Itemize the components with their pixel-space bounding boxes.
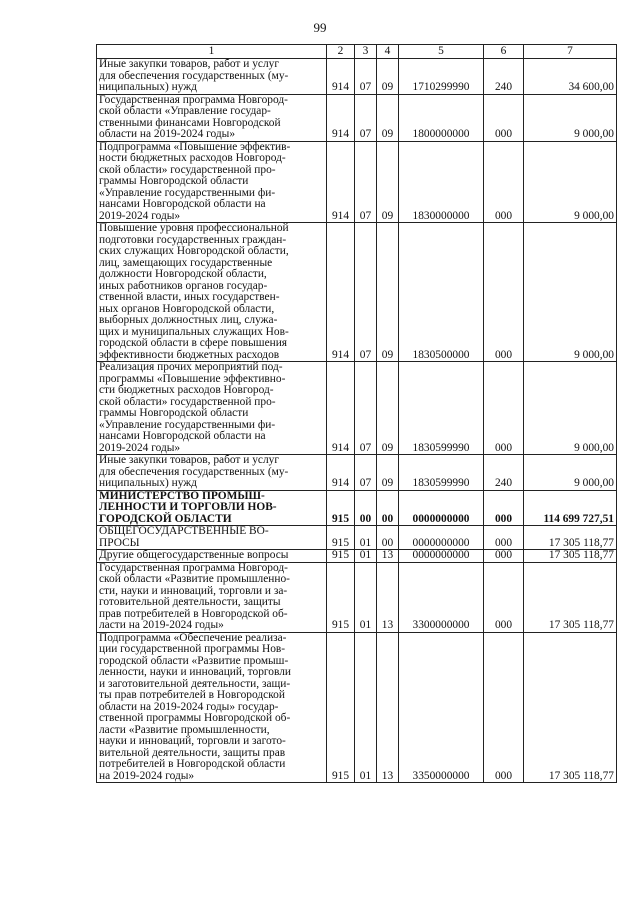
amount: 17 305 118,77 — [524, 550, 617, 563]
amount: 9 000,00 — [524, 94, 617, 141]
subsection-code: 09 — [377, 362, 399, 455]
amount: 114 699 727,51 — [524, 490, 617, 526]
description-line: граммы Новгородской области — [99, 175, 249, 187]
table-row — [97, 362, 617, 455]
expense-type-code: 000 — [484, 632, 524, 783]
description-line: ственными финансами Новгородской — [99, 116, 281, 129]
description-line: ции государственной программы Нов- — [99, 643, 286, 655]
description-line: нансами Новгородской области на — [99, 198, 266, 210]
description-line: МИНИСТЕРСТВО ПРОМЫШ- — [99, 490, 265, 502]
section-code: 01 — [355, 632, 377, 783]
ministry-code: 914 — [327, 94, 355, 141]
expense-type-code: 000 — [484, 141, 524, 223]
ministry-code: 914 — [327, 455, 355, 491]
ministry-code: 915 — [327, 632, 355, 783]
section-code: 07 — [355, 141, 377, 223]
page-number: 99 — [313, 20, 327, 35]
table-row — [97, 141, 617, 223]
description-line: и заготовительной деятельности, защи- — [99, 677, 291, 690]
amount: 9 000,00 — [524, 455, 617, 491]
section-code: 00 — [355, 490, 377, 526]
description-line: сти бюджетных расходов Новгород- — [99, 384, 274, 396]
expense-type-code: 240 — [484, 59, 524, 95]
table-row — [97, 632, 617, 783]
description-line: Повышение уровня профессиональной — [99, 222, 289, 234]
description-line: выборных должностных лиц, служа- — [99, 314, 278, 326]
description-line: Государственная программа Новгород- — [99, 562, 288, 574]
description-line: «Управление государственными фи- — [99, 418, 276, 431]
column-header: 6 — [484, 45, 524, 59]
amount: 9 000,00 — [524, 362, 617, 455]
description-line: ПРОСЫ — [99, 536, 140, 549]
description-line: лиц, замещающих государственные — [99, 256, 273, 269]
description-line: нансами Новгородской области на — [99, 430, 266, 442]
row-description — [97, 455, 327, 491]
description-line: для обеспечения государственных (му- — [99, 69, 289, 82]
description-line: «Управление государственными фи- — [99, 186, 276, 199]
amount: 34 600,00 — [524, 59, 617, 95]
expense-type-code: 000 — [484, 562, 524, 632]
subsection-code: 09 — [377, 455, 399, 491]
table-row — [97, 59, 617, 95]
amount: 17 305 118,77 — [524, 526, 617, 550]
column-header: 3 — [355, 45, 377, 59]
expense-type-code: 000 — [484, 550, 524, 563]
table-row — [97, 490, 617, 526]
subsection-code: 09 — [377, 223, 399, 362]
description-line: ласти «Развитие промышленности, — [99, 723, 270, 736]
column-header: 7 — [524, 45, 617, 59]
description-line: программы «Повышение эффективно- — [99, 372, 286, 385]
description-line: готовительной деятельности, защиты — [99, 596, 281, 608]
description-line: городской области в сфере повышения — [99, 337, 288, 349]
target-item-code: 1830599990 — [399, 362, 484, 455]
expense-type-code: 000 — [484, 94, 524, 141]
ministry-code: 914 — [327, 141, 355, 223]
subsection-code: 13 — [377, 632, 399, 783]
description-line: Подпрограмма «Обеспечение реализа- — [99, 632, 287, 644]
target-item-code: 1830000000 — [399, 141, 484, 223]
description-line: ЛЕННОСТИ И ТОРГОВЛИ НОВ- — [99, 501, 277, 513]
row-description — [97, 550, 327, 563]
description-line: прав потребителей в Новгородской об- — [99, 607, 288, 620]
description-line: 2019-2024 годы» — [99, 441, 181, 454]
table-row — [97, 455, 617, 491]
expense-type-code: 000 — [484, 526, 524, 550]
table-row — [97, 562, 617, 632]
description-line: подготовки государственных граждан- — [99, 233, 287, 246]
description-line: Иные закупки товаров, работ и услуг — [99, 58, 280, 70]
description-line: ской области «Развитие промышленно- — [99, 573, 290, 585]
row-description — [97, 59, 327, 95]
ministry-code: 914 — [327, 59, 355, 95]
row-description — [97, 141, 327, 223]
expense-type-code: 000 — [484, 223, 524, 362]
ministry-code: 915 — [327, 526, 355, 550]
description-line: ственной программы Новгородской об- — [99, 712, 291, 724]
description-line: эффективности бюджетных расходов — [99, 348, 280, 361]
description-line: ных органов Новгородской области, — [99, 302, 275, 315]
row-description — [97, 632, 327, 783]
expense-type-code: 240 — [484, 455, 524, 491]
column-header-row — [97, 45, 617, 59]
table-row — [97, 526, 617, 550]
amount: 9 000,00 — [524, 141, 617, 223]
subsection-code: 13 — [377, 550, 399, 563]
amount: 17 305 118,77 — [524, 632, 617, 783]
description-line: ской области» государственной про- — [99, 395, 276, 408]
description-line: Подпрограмма «Повышение эффектив- — [99, 141, 291, 153]
ministry-code: 915 — [327, 490, 355, 526]
section-code: 07 — [355, 362, 377, 455]
section-code: 07 — [355, 223, 377, 362]
subsection-code: 09 — [377, 59, 399, 95]
description-line: для обеспечения государственных (му- — [99, 465, 289, 478]
description-line: ственной власти, иных государствен- — [99, 291, 280, 303]
description-line: ниципальных) нужд — [99, 477, 197, 489]
target-item-code: 3300000000 — [399, 562, 484, 632]
table-row — [97, 223, 617, 362]
row-description — [97, 490, 327, 526]
target-item-code: 1800000000 — [399, 94, 484, 141]
description-line: Иные закупки товаров, работ и услуг — [99, 454, 280, 466]
description-line: ты прав потребителей в Новгородской — [99, 689, 285, 701]
section-code: 07 — [355, 59, 377, 95]
column-header: 4 — [377, 45, 399, 59]
target-item-code: 1830500000 — [399, 223, 484, 362]
column-header: 5 — [399, 45, 484, 59]
expense-type-code: 000 — [484, 490, 524, 526]
description-line: ской области» государственной про- — [99, 163, 276, 176]
section-code: 07 — [355, 455, 377, 491]
description-line: должности Новгородской области, — [99, 268, 267, 280]
table-row — [97, 550, 617, 563]
section-code: 01 — [355, 526, 377, 550]
row-description — [97, 94, 327, 141]
budget-table — [96, 44, 617, 783]
row-description — [97, 362, 327, 455]
description-line: 2019-2024 годы» — [99, 209, 181, 222]
section-code: 07 — [355, 94, 377, 141]
description-line: ласти на 2019-2024 годы» — [99, 619, 224, 631]
table-row — [97, 94, 617, 141]
subsection-code: 09 — [377, 94, 399, 141]
subsection-code: 09 — [377, 141, 399, 223]
column-header: 2 — [327, 45, 355, 59]
ministry-code: 914 — [327, 362, 355, 455]
description-line: области на 2019-2024 годы» — [99, 128, 236, 140]
subsection-code: 00 — [377, 490, 399, 526]
description-line: сти, науки и инноваций, торговли и за- — [99, 584, 288, 597]
section-code: 01 — [355, 562, 377, 632]
description-line: области на 2019-2024 годы» государ- — [99, 700, 279, 713]
description-line: науки и инноваций, торговли и загото- — [99, 735, 286, 747]
column-header: 1 — [97, 45, 327, 59]
section-code: 01 — [355, 550, 377, 563]
description-line: ленности, науки и инноваций, торговли — [99, 666, 291, 678]
description-line: Государственная программа Новгород- — [99, 94, 288, 106]
description-line: городской области «Развитие промыш- — [99, 654, 289, 667]
target-item-code: 1710299990 — [399, 59, 484, 95]
target-item-code: 3350000000 — [399, 632, 484, 783]
description-line: ской области «Управление государ- — [99, 105, 271, 117]
target-item-code: 0000000000 — [399, 550, 484, 563]
subsection-code: 00 — [377, 526, 399, 550]
description-line: граммы Новгородской области — [99, 407, 249, 419]
row-description — [97, 562, 327, 632]
ministry-code: 914 — [327, 223, 355, 362]
subsection-code: 13 — [377, 562, 399, 632]
description-line: Реализация прочих мероприятий под- — [99, 361, 283, 373]
target-item-code: 0000000000 — [399, 526, 484, 550]
ministry-code: 915 — [327, 550, 355, 563]
amount: 17 305 118,77 — [524, 562, 617, 632]
row-description — [97, 223, 327, 362]
description-line: ских служащих Новгородской области, — [99, 245, 289, 257]
description-line: ГОРОДСКОЙ ОБЛАСТИ — [99, 512, 232, 525]
target-item-code: 1830599990 — [399, 455, 484, 491]
amount: 9 000,00 — [524, 223, 617, 362]
description-line: ности бюджетных расходов Новгород- — [99, 152, 286, 164]
description-line: Другие общегосударственные вопросы — [99, 549, 289, 561]
description-line: щих и муниципальных служащих Нов- — [99, 325, 289, 338]
description-line: иных работников органов государ- — [99, 279, 268, 292]
description-line: ОБЩЕГОСУДАРСТВЕННЫЕ ВО- — [99, 525, 269, 537]
description-line: на 2019-2024 годы» — [99, 769, 195, 782]
expense-type-code: 000 — [484, 362, 524, 455]
row-description — [97, 526, 327, 550]
description-line: вительной деятельности, защиты прав — [99, 746, 286, 759]
description-line: ниципальных) нужд — [99, 81, 197, 93]
description-line: потребителей в Новгородской области — [99, 758, 286, 770]
target-item-code: 0000000000 — [399, 490, 484, 526]
ministry-code: 915 — [327, 562, 355, 632]
